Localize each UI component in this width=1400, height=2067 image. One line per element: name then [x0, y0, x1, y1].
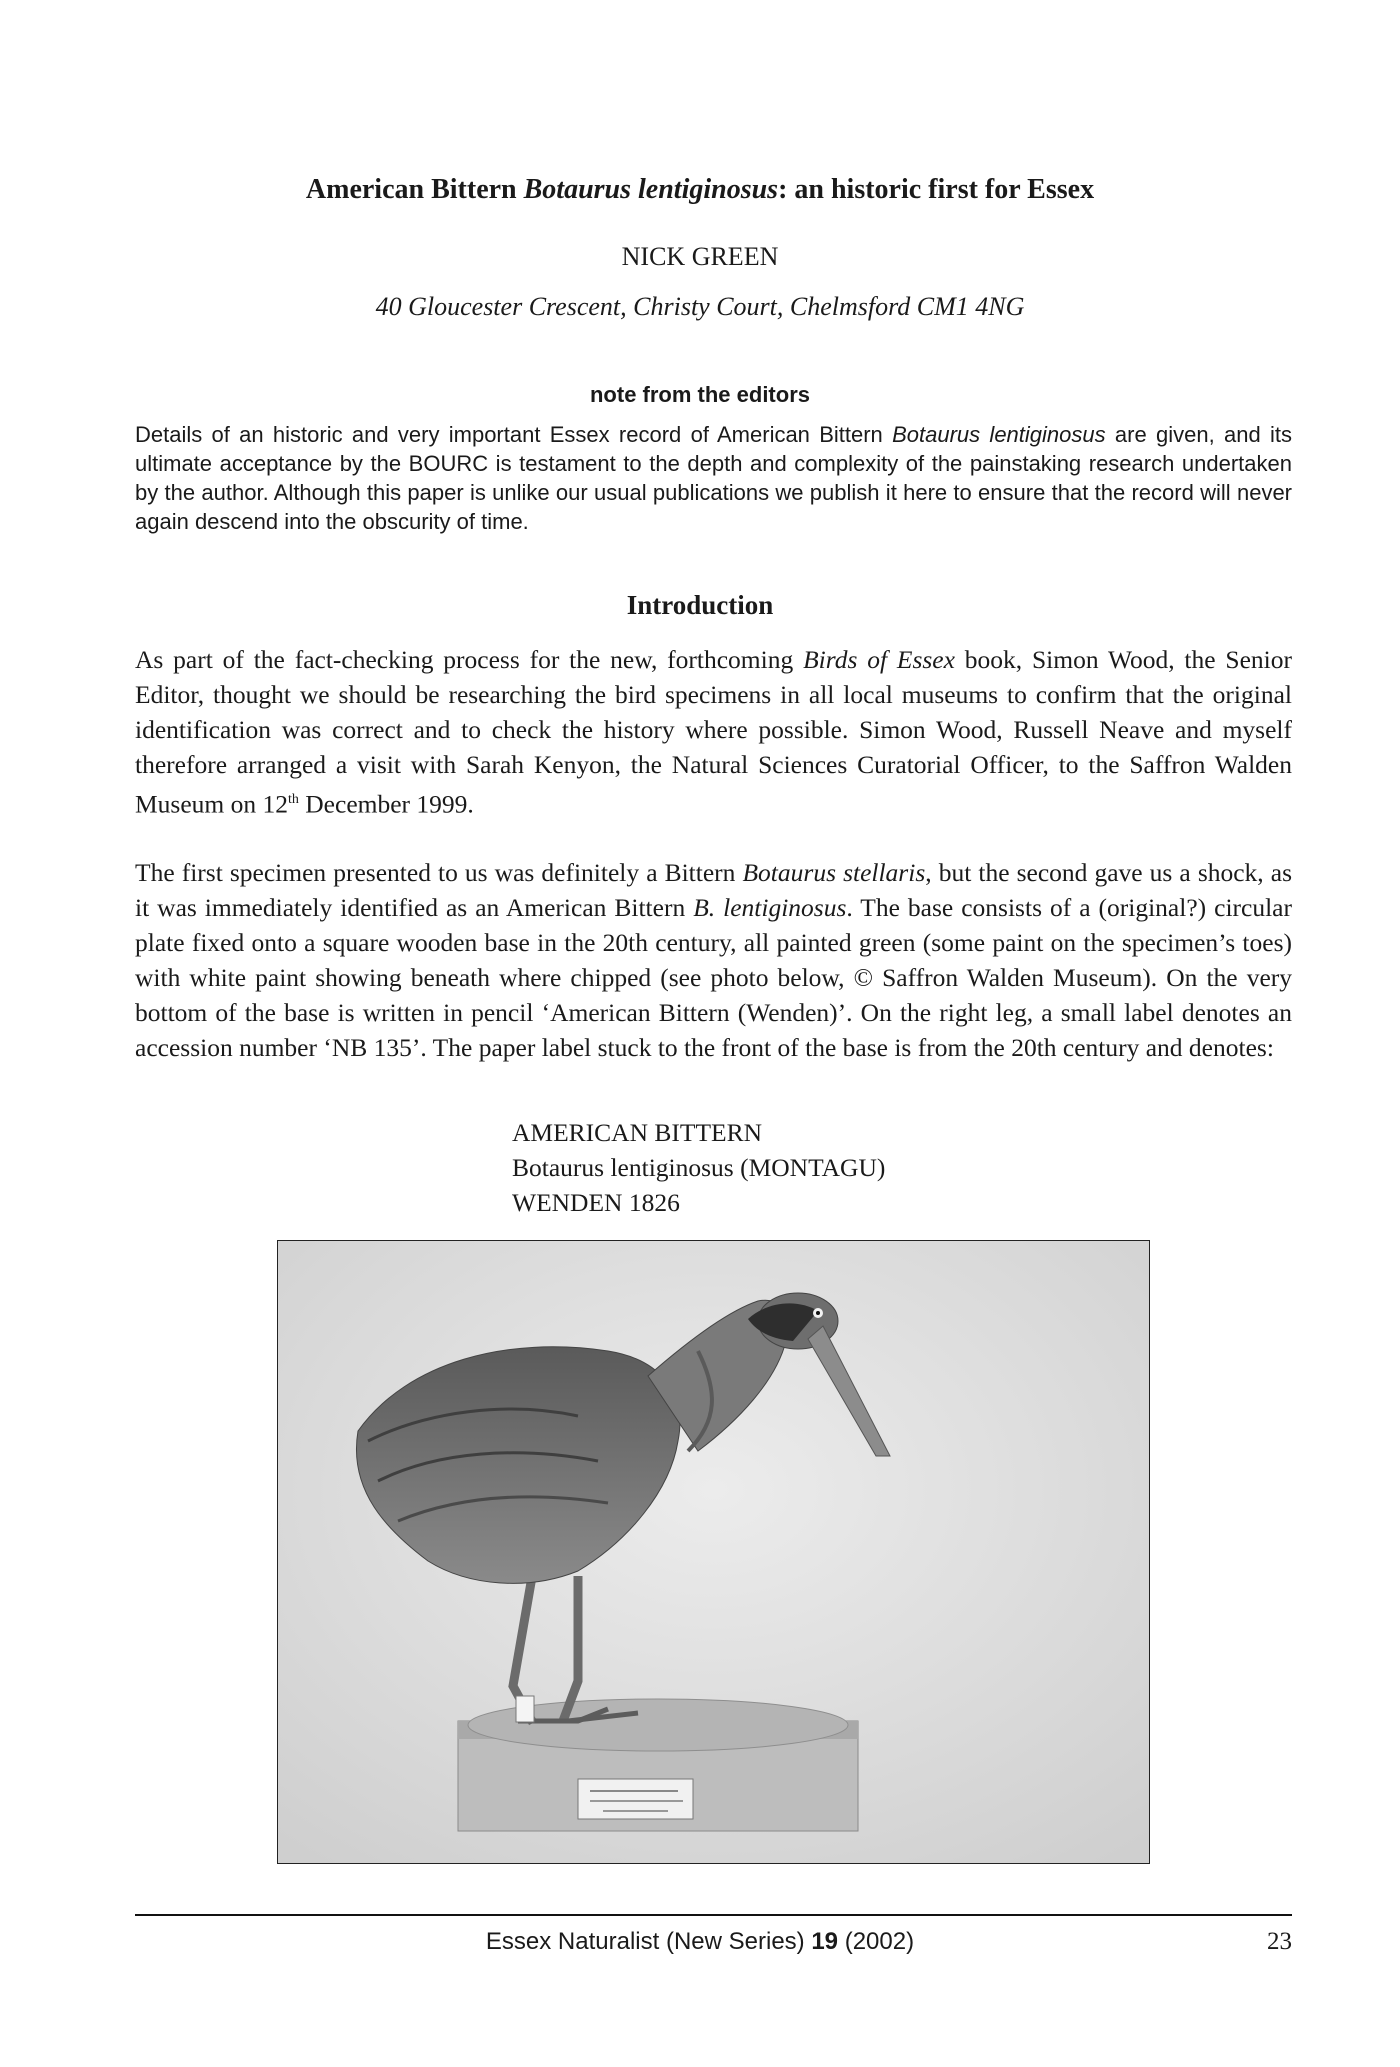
author-name: NICK GREEN	[621, 242, 779, 271]
specimen-label-line-2: Botaurus lentiginosus (MONTAGU)	[512, 1153, 886, 1182]
footer-journal-citation: Essex Naturalist (New Series) 19 (2002)	[485, 1928, 915, 1955]
paper-label	[578, 1779, 693, 1819]
footer-volume: 19	[811, 1928, 839, 1955]
editors-note-text: Details of an historic and very important Essex record of American Bittern Botaurus lentiginosus are given, and its ultimate acceptance by the BOURC is testament to the depth and complexity of the painstaking research undertaken by the author. Although this paper is unlike our usual publications we publish it here to ensure that the record will never again descend into the obscurity of time.	[135, 422, 1292, 534]
leg-tag	[516, 1696, 534, 1722]
introduction-paragraph-2: The first specimen presented to us was definitely a Bittern Botaurus stellaris, but the second gave us a shock, as it was immediately identified as an American Bittern B. lentiginosus. The base consists of a (original?) circular plate fixed onto a square wooden base in the 20th century, all painted green (some paint on the specimen’s toes) with white paint showing beneath where chipped (see photo below, © Saffron Walden Museum). On the very bottom of the base is written in pencil ‘American Bittern (Wenden)’. On the right leg, a small label denotes an accession number ‘NB 135’. The paper label stuck to the front of the base is from the 20th century and denotes:	[135, 858, 1292, 1062]
specimen-label-text	[512, 1115, 885, 1220]
bittern-illustration	[278, 1241, 1149, 1863]
bittern-specimen-photo	[277, 1240, 1150, 1864]
introduction-heading: Introduction	[626, 590, 774, 620]
specimen-label-line-1: AMERICAN BITTERN	[512, 1118, 763, 1147]
title-latin-name: Botaurus lentiginosus	[523, 174, 779, 205]
editors-note-heading: note from the editors	[589, 382, 810, 407]
article-title: American Bittern Botaurus lentiginosus: an historic first for Essex	[305, 174, 1095, 205]
page-number: 23	[1267, 1928, 1292, 1955]
specimen-label-line-3: WENDEN 1826	[512, 1188, 680, 1217]
introduction-paragraph-1: As part of the fact-checking process for the new, forthcoming Birds of Essex book, Simon Wood, the Senior Editor, thought we should be researching the bird specimens in all local museums to confirm that the original identification was correct and to check the history where possible. Simon Wood, Russell Neave and myself therefore arranged a visit with Sarah Kenyon, the Natural Sciences Curatorial Officer, to the Saffron Walden Museum on 12th December 1999.	[135, 645, 1292, 819]
footer-rule	[135, 1914, 1292, 1916]
author-address: 40 Gloucester Crescent, Christy Court, Chelmsford CM1 4NG	[375, 292, 1025, 321]
